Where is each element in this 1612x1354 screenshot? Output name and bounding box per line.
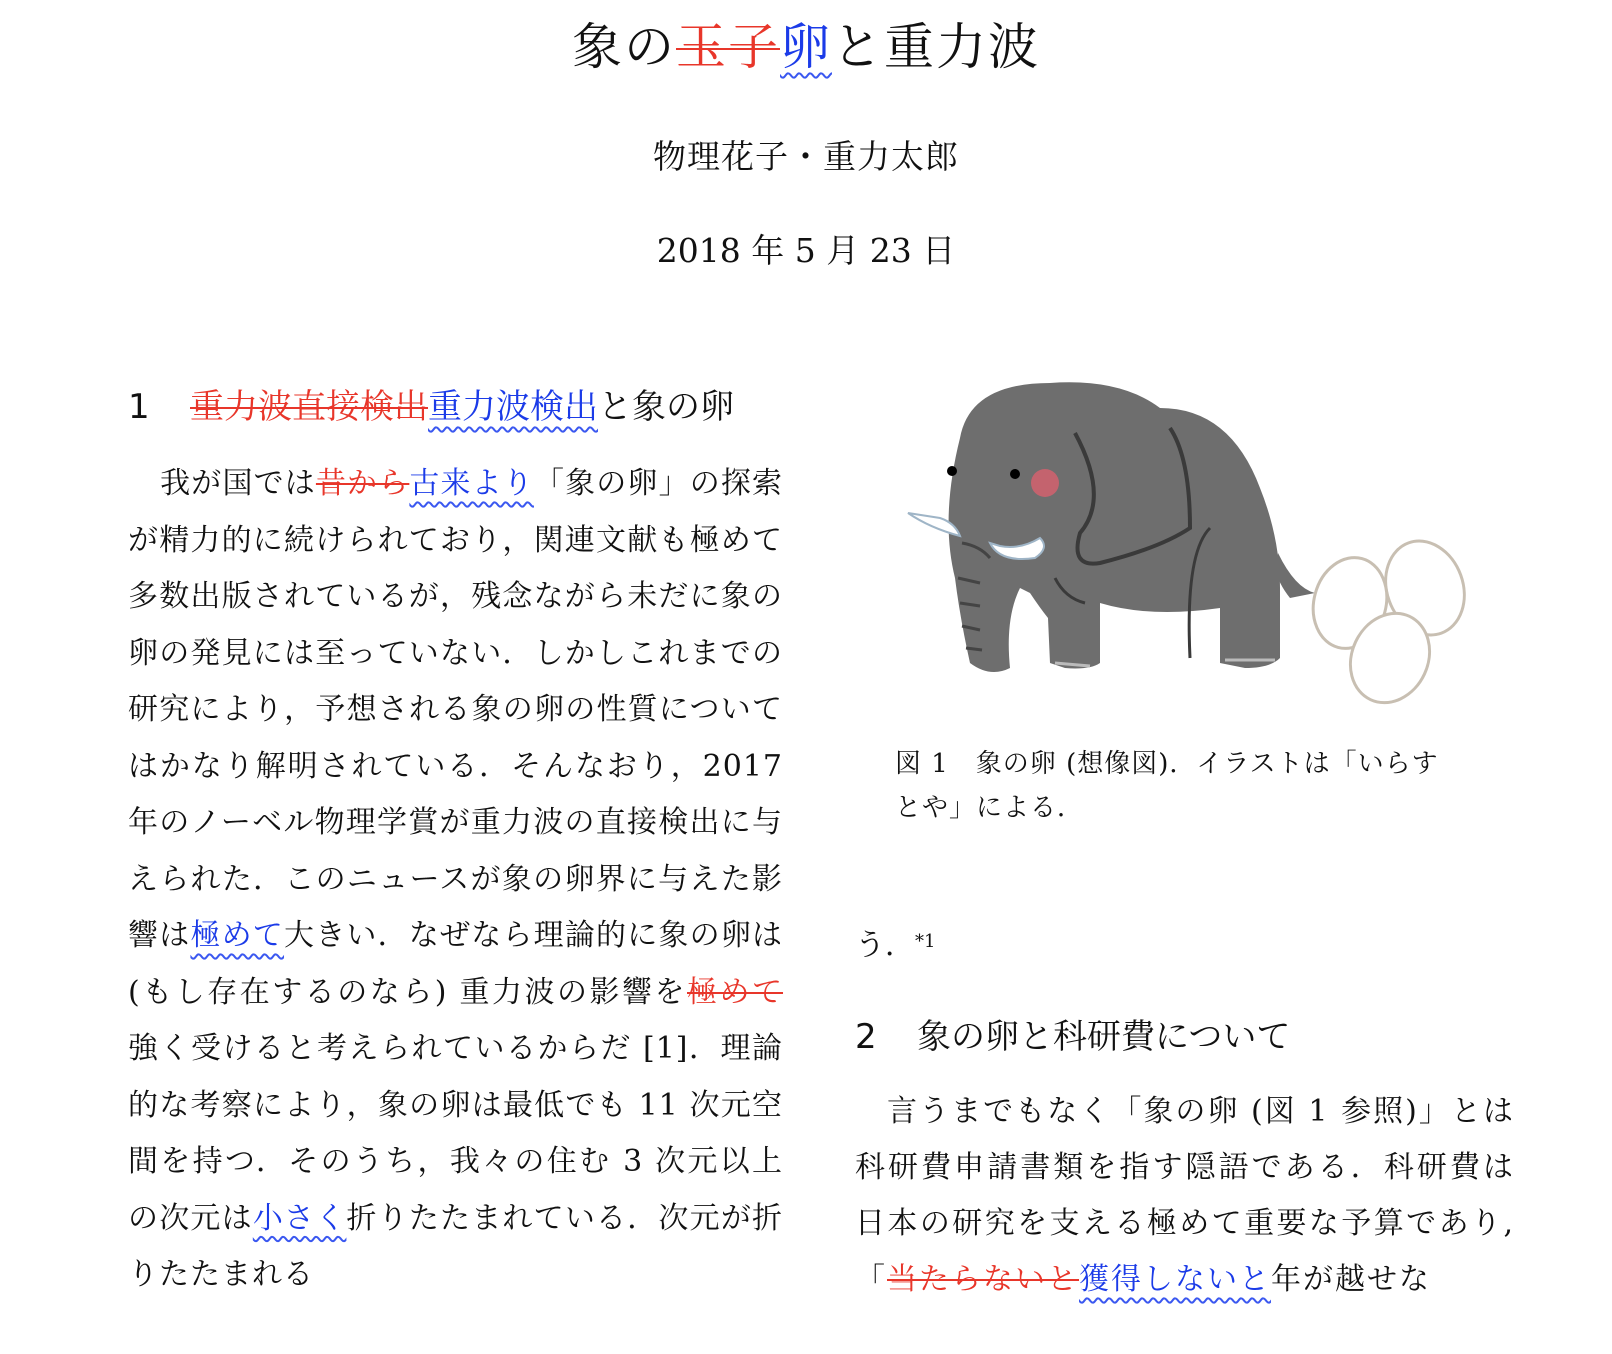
left-column bbox=[128, 378, 783, 1304]
text: う． bbox=[855, 928, 915, 963]
section-number: 2 bbox=[855, 1017, 877, 1057]
text: 年が越せな bbox=[1271, 1262, 1431, 1297]
inserted-text: 獲得しないと bbox=[1079, 1262, 1271, 1297]
figure-elephant-eggs bbox=[900, 378, 1520, 708]
section-2-paragraph bbox=[855, 1084, 1515, 1308]
deleted-text: 当たらないと bbox=[887, 1262, 1079, 1297]
elephant-illustration bbox=[900, 378, 1520, 708]
text: 折りたたまれている．次元が折りたたまれる bbox=[128, 1200, 784, 1292]
section-number: 1 bbox=[128, 387, 150, 427]
section-title: 象の卵と科研費について bbox=[917, 1017, 1291, 1057]
figure-caption: 図 1 象の卵 (想像図)．イラストは「いらすとや」による． bbox=[895, 749, 1439, 823]
section-1-heading bbox=[128, 378, 783, 436]
text: 大きい．なぜなら理論的に象の卵は (もし存在するのなら) 重力波の影響を bbox=[128, 918, 784, 1010]
text: 言うまでもなく「象の卵 (図 1 参照)」とは科研費申請書類を指す隠語である．科研費は日本の研究を支える極めて重要な予算であり,「 bbox=[855, 1094, 1515, 1297]
inserted-text: 小さく bbox=[252, 1200, 347, 1236]
footnote-marker[interactable]: *1 bbox=[915, 931, 936, 952]
title-deleted-text: 玉子 bbox=[676, 18, 780, 76]
date: 2018 年 5 月 23 日 bbox=[656, 231, 956, 270]
section-1-paragraph bbox=[128, 456, 783, 1304]
deleted-text: 昔から bbox=[315, 466, 410, 501]
continuation-text bbox=[855, 926, 1515, 966]
section-2-heading bbox=[855, 1008, 1515, 1066]
text: 強く受けると考えられているからだ [1]．理論的な考察により，象の卵は最低でも 11 次元空間を持つ．そのうち，我々の住む 3 次元以上の次元は bbox=[128, 1031, 783, 1236]
text: 我が国では bbox=[160, 466, 316, 501]
inserted-text: 極めて bbox=[190, 918, 285, 953]
text: 「象の卵」の探索が精力的に続けられており，関連文献も極めて多数出版されているが，残念ながら未だに象の卵の発見には至っていない．しかしこれまでの研究により，予想される象の卵の性質についてはかなり解明されている．そんなおり，2017 年のノーベル物理学賞が重力波の直接検出に与えられた．このニュースが象の卵界に与えた影響は bbox=[128, 466, 784, 953]
deleted-text: 極めて bbox=[687, 974, 784, 1010]
title-inserted-text: 卵 bbox=[780, 18, 832, 76]
right-column bbox=[855, 378, 1515, 1308]
heading-deleted-text: 重力波直接検出 bbox=[190, 387, 428, 427]
inserted-text: 古来より bbox=[409, 466, 534, 501]
document-title bbox=[0, 12, 1612, 82]
title-prefix: 象の bbox=[572, 18, 676, 76]
heading-suffix: と象の卵 bbox=[598, 387, 734, 427]
title-suffix: と重力波 bbox=[832, 18, 1040, 76]
heading-inserted-text: 重力波検出 bbox=[428, 387, 598, 427]
authors: 物理花子・重力太郎 bbox=[653, 137, 959, 176]
